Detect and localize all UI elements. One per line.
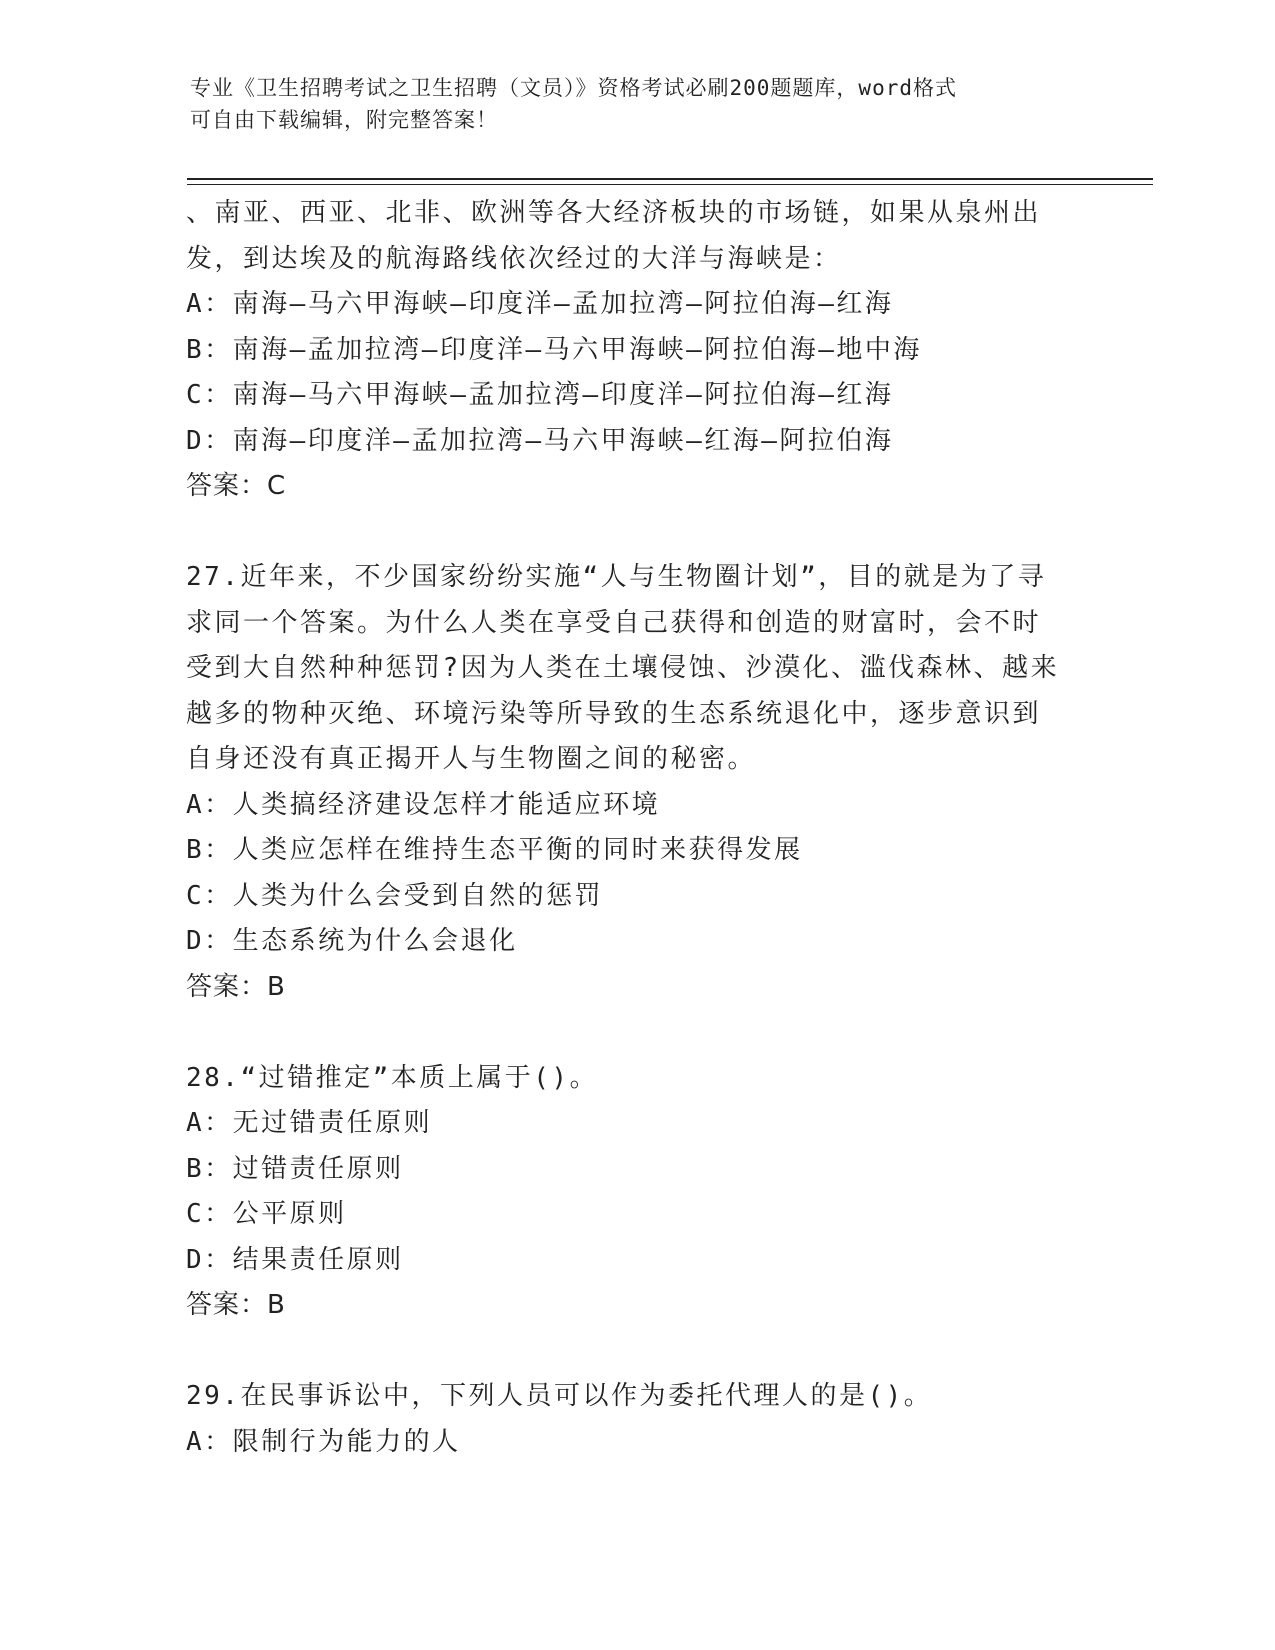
option-a: A：无过错责任原则 <box>186 1108 433 1138</box>
spacer <box>186 510 1086 556</box>
question-26 <box>186 191 1086 510</box>
question-stem-line: 受到大自然种种惩罚?因为人类在土壤侵蚀、沙漠化、滥伐森林、越来 <box>186 653 1060 683</box>
header-line-1: 专业《卫生招聘考试之卫生招聘（文员）》资格考试必刷200题题库，word格式 <box>190 76 957 100</box>
option-c: C：公平原则 <box>186 1199 347 1229</box>
question-list <box>186 191 1086 1465</box>
question-stem-line: 自身还没有真正揭开人与生物圈之间的秘密。 <box>186 744 757 774</box>
option-b: B：过错责任原则 <box>186 1153 404 1184</box>
question-stem-line: 29.在民事诉讼中，下列人员可以作为委托代理人的是()。 <box>186 1381 933 1411</box>
spacer <box>186 1329 1086 1375</box>
question-stem-line: 越多的物种灭绝、环境污染等所导致的生态系统退化中，逐步意识到 <box>186 698 1042 729</box>
question-stem-line: 27.近年来，不少国家纷纷实施“人与生物圈计划”，目的就是为了寻 <box>186 562 1047 592</box>
header-rule-thin <box>187 184 1153 185</box>
option-d: D：生态系统为什么会退化 <box>186 926 518 956</box>
option-a: A：南海—马六甲海峡—印度洋—孟加拉湾—阿拉伯海—红海 <box>186 289 894 319</box>
question-stem-line: 28.“过错推定”本质上属于()。 <box>186 1062 599 1093</box>
answer: 答案：B <box>186 971 286 1002</box>
option-a: A：限制行为能力的人 <box>186 1426 461 1457</box>
question-stem-line: 、南亚、西亚、北非、欧洲等各大经济板块的市场链，如果从泉州出 <box>186 198 1042 228</box>
question-27 <box>186 555 1086 1010</box>
spacer <box>186 1010 1086 1056</box>
option-b: B：南海—孟加拉湾—印度洋—马六甲海峡—阿拉伯海—地中海 <box>186 334 922 365</box>
header-line-2: 可自由下载编辑，附完整答案！ <box>190 108 498 132</box>
option-a: A：人类搞经济建设怎样才能适应环境 <box>186 789 661 820</box>
option-c: C：人类为什么会受到自然的惩罚 <box>186 880 604 911</box>
option-b: B：人类应怎样在维持生态平衡的同时来获得发展 <box>186 835 803 865</box>
question-29 <box>186 1374 1086 1465</box>
document-header <box>190 72 1070 136</box>
option-d: D：南海—印度洋—孟加拉湾—马六甲海峡—红海—阿拉伯海 <box>186 425 894 456</box>
option-d: D：结果责任原则 <box>186 1244 404 1275</box>
answer: 答案：B <box>186 1290 286 1320</box>
question-28 <box>186 1056 1086 1329</box>
answer: 答案：C <box>186 471 287 501</box>
header-rule-thick <box>187 178 1153 180</box>
option-c: C：南海—马六甲海峡—孟加拉湾—印度洋—阿拉伯海—红海 <box>186 380 894 410</box>
question-stem-line: 求同一个答案。为什么人类在享受自己获得和创造的财富时，会不时 <box>186 607 1042 638</box>
question-stem-line: 发，到达埃及的航海路线依次经过的大洋与海峡是： <box>186 243 842 274</box>
